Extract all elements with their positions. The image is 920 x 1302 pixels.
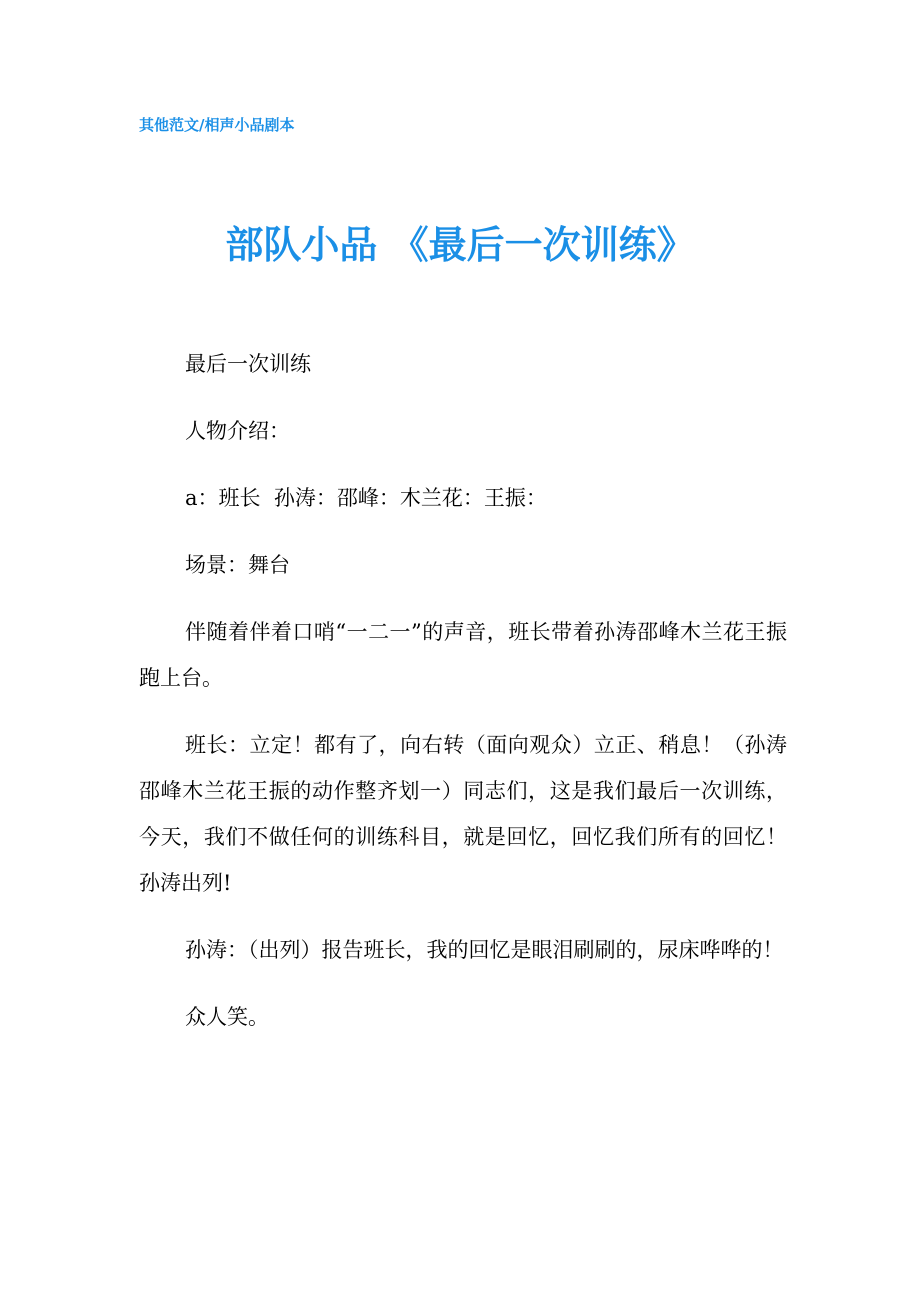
script-heading: 最后一次训练 — [185, 352, 311, 376]
characters-label: 人物介绍： — [185, 419, 290, 443]
dialogue-paragraph: 孙涛：（出列）报告班长，我的回忆是眼泪刷刷的，尿床哗哗的！ — [185, 938, 784, 962]
page-title: 部队小品 《最后一次训练》 — [225, 223, 695, 267]
dialogue-paragraph: 班长：立定！都有了，向右转（面向观众）立正、稍息！（孙涛邵峰木兰花王振的动作整齐划一）同志们，这是我们最后一次训练，今天，我们不做任何的训练科目，就是回忆，回忆我们所有的回忆！孙涛出列! — [139, 733, 787, 895]
character-list: a：班长 孙涛：邵峰：木兰花：王振： — [185, 486, 547, 510]
breadcrumb[interactable]: 其他范文/相声小品剧本 — [139, 116, 295, 134]
scene-line: 场景：舞台 — [185, 553, 290, 577]
document-body — [139, 341, 787, 1061]
stage-direction: 众人笑。 — [185, 1005, 269, 1029]
stage-direction: 伴随着伴着口哨“一二一”的声音，班长带着孙涛邵峰木兰花王振跑上台。 — [139, 620, 787, 690]
